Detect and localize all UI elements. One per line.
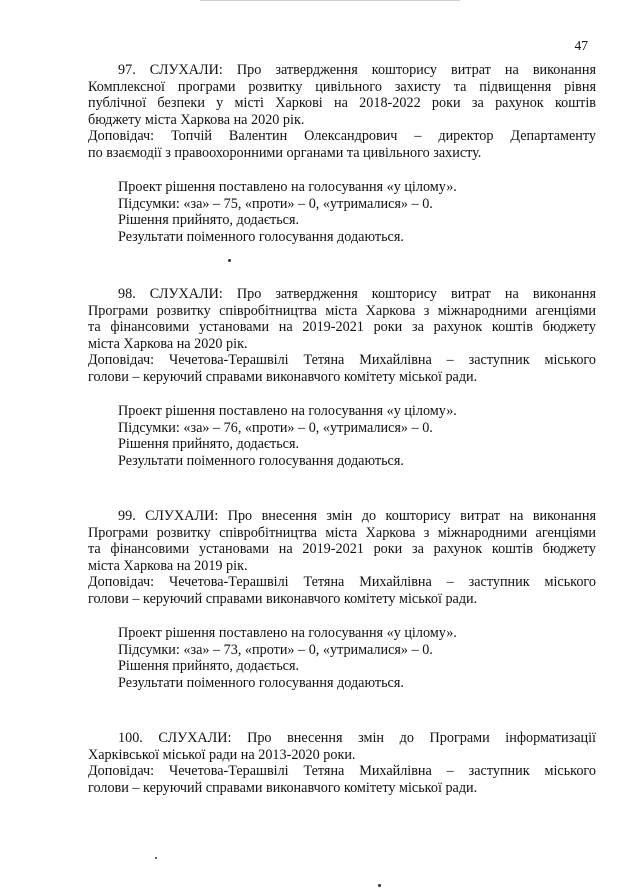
agenda-item-99 — [88, 508, 596, 691]
agenda-item-97 — [88, 62, 596, 245]
speaker-line: голови – керуючий справами виконавчого комітету міської ради. — [88, 590, 478, 607]
vote-line: Рішення прийнято, додається. — [118, 436, 300, 452]
heading-line: Програми розвитку співробітництва міста Харкова з міжнародними агенціями — [88, 524, 596, 541]
vote-line: Проект рішення поставлено на голосування «у цілому». — [118, 625, 457, 641]
speaker-line: Доповідач: Чечетова-Терашвілі Тетяна Михайлівна – заступник міського — [88, 763, 596, 779]
scan-edge-line — [200, 0, 460, 1]
heading-line: Харківської міської ради на 2013-2020 роки. — [88, 746, 356, 763]
heading-line: бюджету міста Харкова на 2020 рік. — [88, 111, 305, 128]
heading-line: 100. СЛУХАЛИ: Про внесення змін до Програми інформатизації — [118, 730, 596, 746]
speaker-line: Доповідач: Чечетова-Терашвілі Тетяна Михайлівна – заступник міського — [88, 574, 596, 590]
scan-speck — [155, 857, 157, 859]
speaker-line: Доповідач: Чечетова-Терашвілі Тетяна Михайлівна – заступник міського — [88, 352, 596, 368]
heading-line: 97. СЛУХАЛИ: Про затвердження кошторису витрат на виконання — [118, 62, 596, 78]
scan-speck — [378, 884, 381, 887]
heading-line: Програми розвитку співробітництва міста Харкова з міжнародними агенціями — [88, 302, 596, 319]
heading-line: 99. СЛУХАЛИ: Про внесення змін до кошторису витрат на виконання — [118, 508, 596, 524]
speaker-line: голови – керуючий справами виконавчого комітету міської ради. — [88, 779, 478, 796]
speaker-line: голови – керуючий справами виконавчого комітету міської ради. — [88, 368, 478, 385]
vote-line: Рішення прийнято, додається. — [118, 658, 300, 674]
vote-line: Підсумки: «за» – 73, «проти» – 0, «утрималися» – 0. — [118, 641, 433, 658]
agenda-item-100 — [88, 730, 596, 796]
vote-line: Підсумки: «за» – 76, «проти» – 0, «утрималися» – 0. — [118, 419, 433, 436]
heading-line: міста Харкова на 2019 рік. — [88, 557, 248, 574]
vote-line: Проект рішення поставлено на голосування «у цілому». — [118, 179, 457, 195]
heading-line: публічної безпеки у місті Харкові на 2018-2022 роки за рахунок коштів — [88, 95, 596, 111]
heading-line: та фінансовими установами на 2019-2021 роки за рахунок коштів бюджету — [88, 541, 596, 557]
speaker-line: по взаємодії з правоохоронними органами та цивільного захисту. — [88, 144, 482, 161]
heading-line: Комплексної програми розвитку цивільного захисту та підвищення рівня — [88, 78, 596, 95]
heading-line: міста Харкова на 2020 рік. — [88, 335, 248, 352]
vote-line: Результати поіменного голосування додаються. — [118, 228, 404, 245]
speaker-line: Доповідач: Топчій Валентин Олександрович – директор Департаменту — [88, 128, 596, 144]
vote-line: Результати поіменного голосування додаються. — [118, 452, 404, 469]
vote-line: Рішення прийнято, додається. — [118, 212, 300, 228]
heading-line: та фінансовими установами на 2019-2021 роки за рахунок коштів бюджету — [88, 319, 596, 335]
agenda-item-98 — [88, 286, 596, 469]
vote-line: Підсумки: «за» – 75, «проти» – 0, «утрималися» – 0. — [118, 195, 433, 212]
scan-speck — [228, 259, 231, 262]
vote-line: Результати поіменного голосування додаються. — [118, 674, 404, 691]
page-number: 47 — [574, 38, 588, 53]
heading-line: 98. СЛУХАЛИ: Про затвердження кошторису витрат на виконання — [118, 286, 596, 302]
vote-line: Проект рішення поставлено на голосування «у цілому». — [118, 403, 457, 419]
